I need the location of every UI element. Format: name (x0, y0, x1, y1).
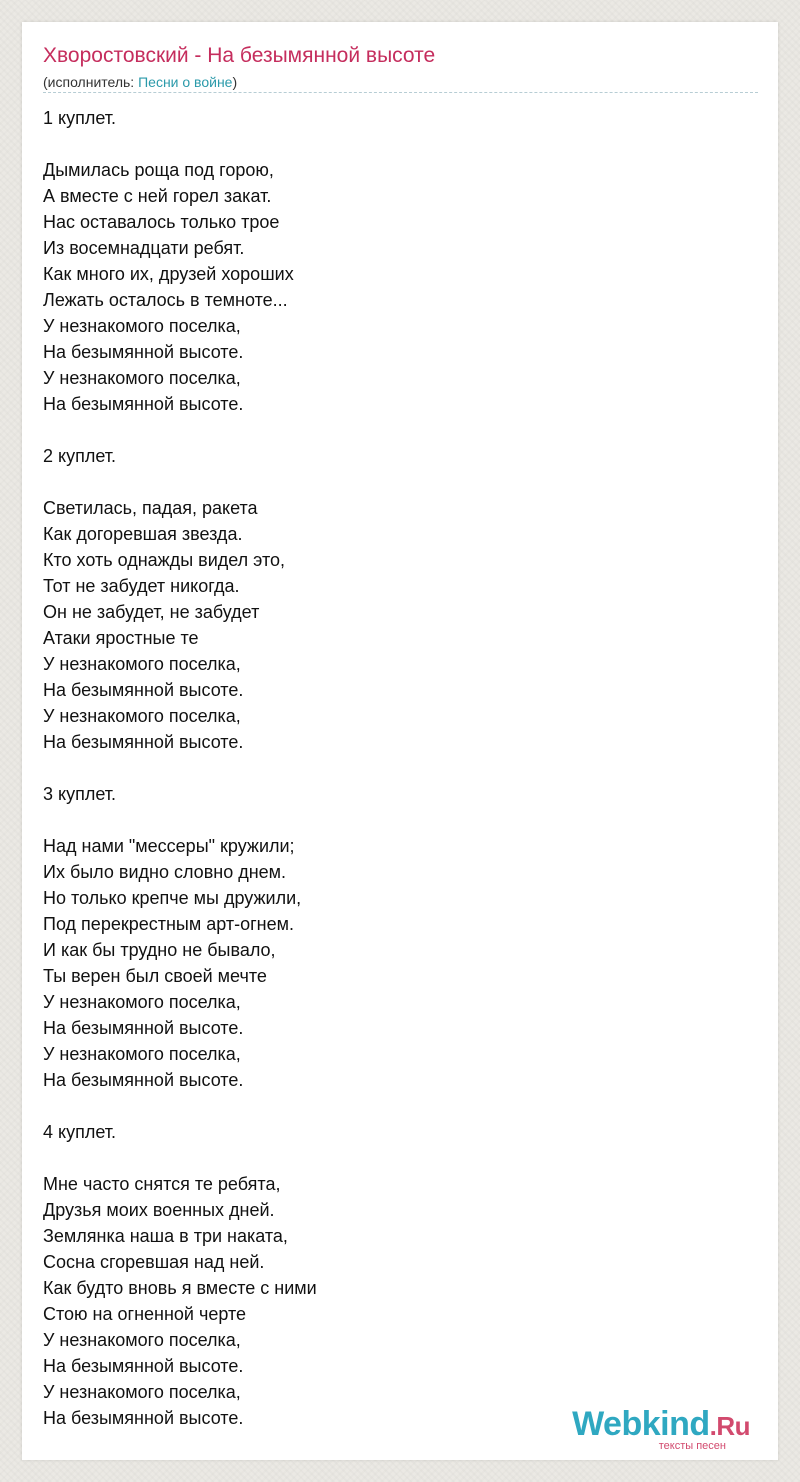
artist-line (43, 73, 237, 91)
lyric-line: На безымянной высоте. (43, 1408, 244, 1428)
artist-prefix: (исполнитель: (43, 74, 139, 90)
logo-subtitle: тексты песен (658, 1440, 726, 1452)
lyric-line: На безымянной высоте. (43, 680, 244, 700)
lyric-line: У незнакомого поселка, (43, 316, 241, 336)
lyric-line: Как догоревшая звезда. (43, 524, 243, 544)
lyric-line: Как будто вновь я вместе с ними (43, 1278, 317, 1298)
lyric-line: А вместе с ней горел закат. (43, 186, 272, 206)
verse-heading: 1 куплет. (43, 108, 117, 128)
lyric-line: Землянка наша в три наката, (43, 1226, 288, 1246)
lyric-line: На безымянной высоте. (43, 1070, 244, 1090)
page-title: Хворостовский - На безымянной высоте (43, 44, 436, 67)
lyric-line: У незнакомого поселка, (43, 992, 241, 1012)
lyric-line: На безымянной высоте. (43, 394, 244, 414)
lyric-blank-line (43, 131, 743, 157)
lyric-line: Лежать осталось в темноте... (43, 290, 288, 310)
lyric-line: Стою на огненной черте (43, 1304, 247, 1324)
lyric-blank-line (43, 417, 743, 443)
logo-main: Webkind (572, 1405, 710, 1443)
lyric-line: У незнакомого поселка, (43, 1330, 241, 1350)
lyric-line: Но только крепче мы дружили, (43, 888, 302, 908)
lyrics-text (43, 105, 743, 1431)
lyric-line: У незнакомого поселка, (43, 1382, 241, 1402)
lyric-line: Сосна сгоревшая над ней. (43, 1252, 265, 1272)
lyric-line: Нас оставалось только трое (43, 212, 280, 232)
verse-heading: 4 куплет. (43, 1122, 117, 1142)
lyric-line: У незнакомого поселка, (43, 654, 241, 674)
logo-wordmark (572, 1406, 750, 1444)
lyric-line: Под перекрестным арт-огнем. (43, 914, 294, 934)
site-logo[interactable] (572, 1406, 750, 1452)
lyric-line: Ты верен был своей мечте (43, 966, 267, 986)
title-divider (43, 92, 758, 93)
lyric-blank-line (43, 1093, 743, 1119)
lyric-line: Тот не забудет никогда. (43, 576, 240, 596)
lyric-line: На безымянной высоте. (43, 732, 244, 752)
lyric-line: Их было видно словно днем. (43, 862, 287, 882)
lyric-line: Он не забудет, не забудет (43, 602, 260, 622)
lyric-line: Над нами "мессеры" кружили; (43, 836, 295, 856)
lyric-line: Мне часто снятся те ребята, (43, 1174, 281, 1194)
lyric-blank-line (43, 469, 743, 495)
verse-heading: 3 куплет. (43, 784, 117, 804)
lyric-line: Как много их, друзей хороших (43, 264, 294, 284)
lyric-line: Кто хоть однажды видел это, (43, 550, 286, 570)
lyric-line: Атаки яростные те (43, 628, 199, 648)
lyric-blank-line (43, 755, 743, 781)
lyrics-card (22, 22, 778, 1460)
lyric-line: Из восемнадцати ребят. (43, 238, 245, 258)
artist-link[interactable]: Песни о войне (138, 74, 233, 90)
lyric-line: Друзья моих военных дней. (43, 1200, 275, 1220)
lyric-line: Дымилась роща под горою, (43, 160, 274, 180)
lyric-line: Светилась, падая, ракета (43, 498, 258, 518)
lyric-line: На безымянной высоте. (43, 1018, 244, 1038)
lyric-line: У незнакомого поселка, (43, 1044, 241, 1064)
logo-suffix: .Ru (709, 1411, 750, 1441)
lyric-blank-line (43, 807, 743, 833)
lyric-line: И как бы трудно не бывало, (43, 940, 276, 960)
lyric-line: На безымянной высоте. (43, 1356, 244, 1376)
lyric-line: У незнакомого поселка, (43, 706, 241, 726)
verse-heading: 2 куплет. (43, 446, 117, 466)
lyric-blank-line (43, 1145, 743, 1171)
artist-suffix: ) (232, 74, 238, 90)
lyric-line: У незнакомого поселка, (43, 368, 241, 388)
lyric-line: На безымянной высоте. (43, 342, 244, 362)
